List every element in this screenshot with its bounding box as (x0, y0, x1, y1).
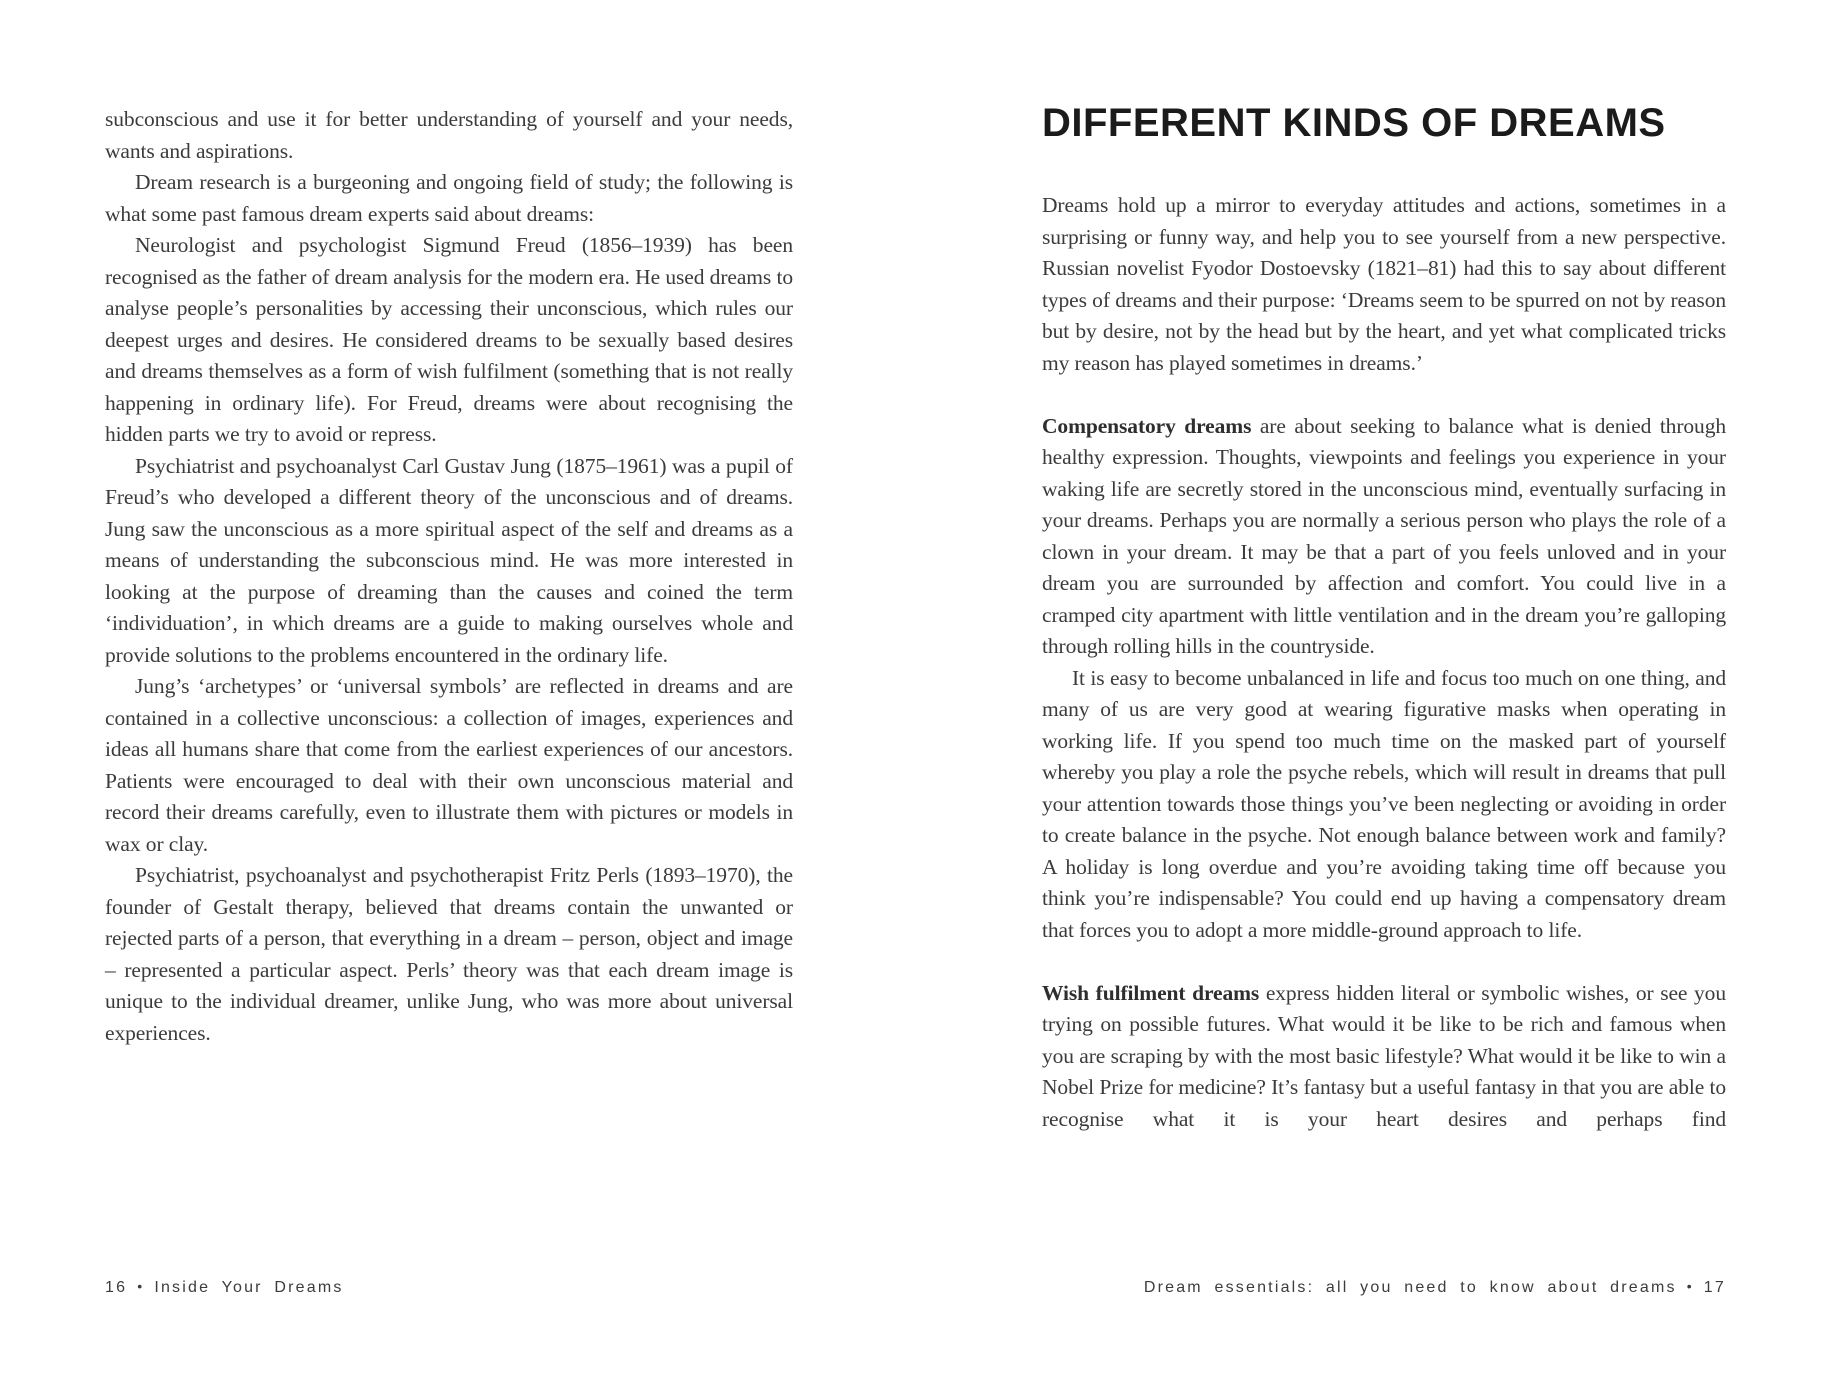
body-paragraph: Psychiatrist, psychoanalyst and psychotherapist Fritz Perls (1893–1970), the founder of Gestalt therapy, believed that dreams contain the unwanted or rejected parts of a person, that everything in a dream – person, object and image – represented a particular aspect. Perls’ theory was that each dream image is unique to the individual dreamer, unlike Jung, who was more about universal experiences. (105, 863, 793, 1045)
body-paragraph: Neurologist and psychologist Sigmund Freud (1856–1939) has been recognised as the father of dream analysis for the modern era. He used dreams to analyse people’s personalities by accessing their unconscious, which rules our deepest urges and desires. He considered dreams to be sexually based desires and dreams themselves as a form of wish fulfilment (something that is not really happening in ordinary life). For Freud, dreams were about recognising the hidden parts we try to avoid or repress. (105, 233, 793, 446)
left-text-column (105, 104, 793, 1049)
body-paragraph: Jung’s ‘archetypes’ or ‘universal symbols’ are reflected in dreams and are contained in a collective unconscious: a collection of images, experiences and ideas all humans share that come from the earliest experiences of our ancestors. Patients were encouraged to deal with their own unconscious material and record their dreams carefully, even to illustrate them with pictures or models in wax or clay. (105, 674, 793, 856)
left-page-footer (105, 1278, 793, 1297)
section-lead: Wish fulfilment dreams (1042, 980, 1260, 1005)
section-body: express hidden literal or symbolic wishes, or see you trying on possible futures. What would it be like to be rich and famous when you are scraping by with the most basic lifestyle? What would it be like to win a Nobel Prize for medicine? It’s fantasy but a useful fantasy in that you are able to recognise what it is your heart desires and perhaps find (1042, 980, 1726, 1131)
section-lead: Compensatory dreams (1042, 413, 1252, 438)
right-page-footer (1042, 1278, 1726, 1297)
chapter-heading: DIFFERENT KINDS OF DREAMS (1042, 101, 1666, 145)
body-paragraph (1042, 411, 1726, 663)
footer-bullet: • (1686, 1278, 1694, 1294)
body-paragraph: Psychiatrist and psychoanalyst Carl Gustav Jung (1875–1961) was a pupil of Freud’s who developed a different theory of the unconscious and of dreams. Jung saw the unconscious as a more spiritual aspect of the self and dreams as a means of understanding the subconscious mind. He was more interested in looking at the purpose of dreaming than the causes and coined the term ‘individuation’, in which dreams are a guide to making ourselves whole and provide solutions to the problems encountered in the ordinary life. (105, 453, 793, 667)
body-paragraph: subconscious and use it for better understanding of yourself and your needs, wants and aspirations. (105, 107, 793, 163)
page-left (105, 0, 793, 1400)
footer-bullet: • (137, 1278, 145, 1294)
body-paragraph (1042, 978, 1726, 1136)
running-title: Dream essentials: all you need to know about dreams (1143, 1279, 1677, 1296)
body-paragraph: Dream research is a burgeoning and ongoing field of study; the following is what some past famous dream experts said about dreams: (105, 170, 793, 226)
right-text-column (1042, 190, 1726, 1135)
body-paragraph: Dreams hold up a mirror to everyday attitudes and actions, sometimes in a surprising or funny way, and help you to see yourself from a new perspective. Russian novelist Fyodor Dostoevsky (1821–81) had this to say about different types of dreams and their purpose: ‘Dreams seem to be spurred on not by reason but by desire, not by the head but by the heart, and yet what complicated tricks my reason has played sometimes in dreams.’ (1042, 193, 1726, 375)
body-paragraph: It is easy to become unbalanced in life and focus too much on one thing, and many of us are very good at wearing figurative masks when operating in working life. If you spend too much time on the masked part of yourself whereby you play a role the psyche rebels, which will result in dreams that pull your attention towards those things you’ve been neglecting or avoiding in order to create balance in the psyche. Not enough balance between work and family? A holiday is long overdue and you’re avoiding taking time off because you think you’re indispensable? You could end up having a compensatory dream that forces you to adopt a more middle-ground approach to life. (1042, 665, 1726, 942)
page-right (1042, 0, 1726, 1400)
page-number: 17 (1703, 1279, 1726, 1296)
running-title: Inside Your Dreams (154, 1279, 344, 1296)
section-body: are about seeking to balance what is denied through healthy expression. Thoughts, viewpoints and feelings you experience in your waking life are secretly stored in the unconscious mind, eventually surfacing in your dreams. Perhaps you are normally a serious person who plays the role of a clown in your dream. It may be that a part of you feels unloved and in your dream you are surrounded by affection and comfort. You could live in a cramped city apartment with little ventilation and in the dream you’re galloping through rolling hills in the countryside. (1042, 413, 1726, 658)
page-number: 16 (105, 1279, 128, 1296)
